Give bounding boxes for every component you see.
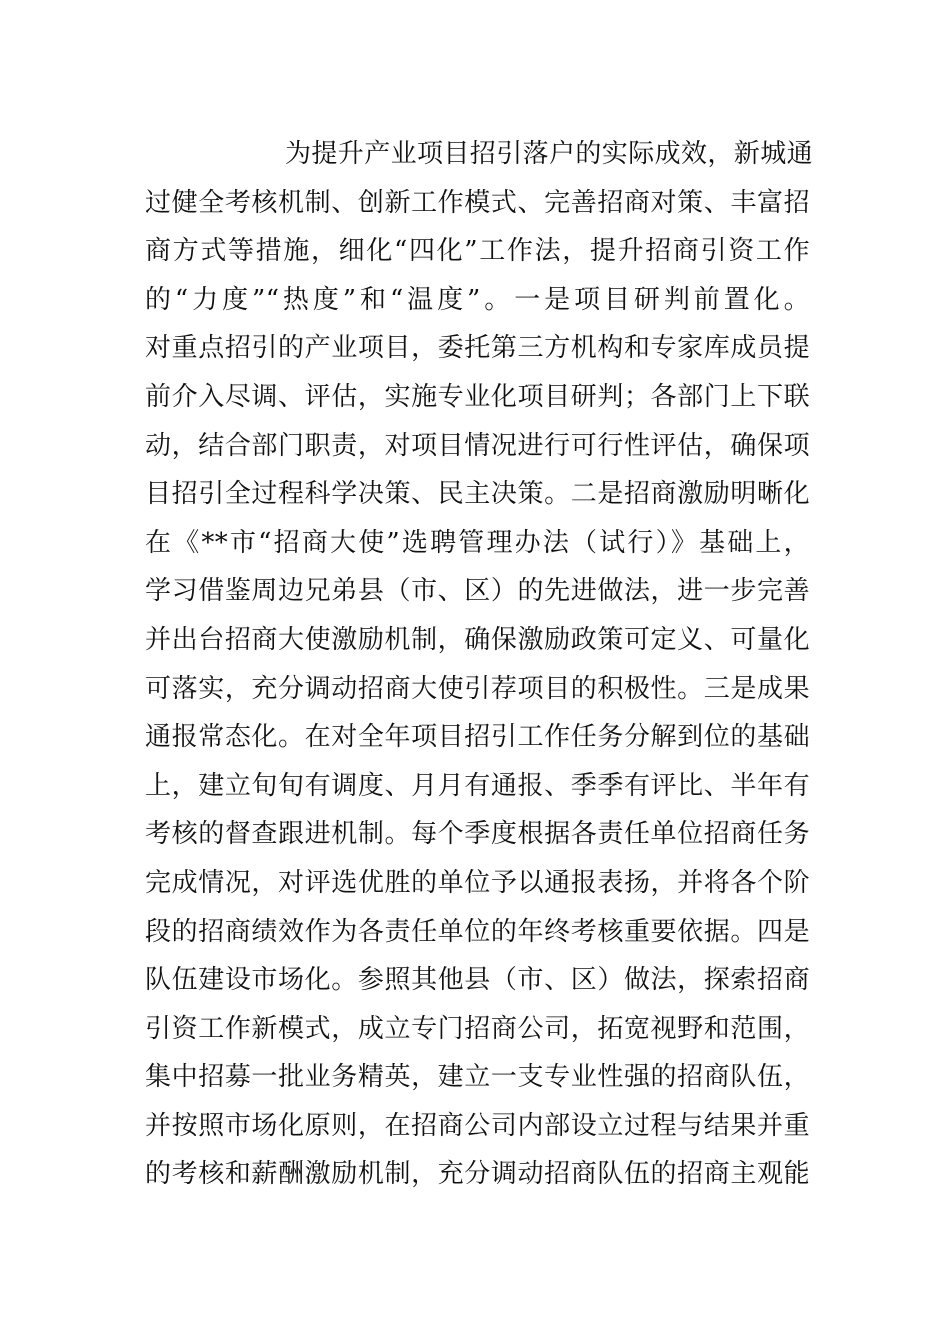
text-line: 通报常态化。在对全年项目招引工作任务分解到位的基础 <box>145 722 810 753</box>
text-line: 考核的督查跟进机制。每个季度根据各责任单位招商任务 <box>145 819 810 850</box>
text-line: 动，结合部门职责，对项目情况进行可行性评估，确保项 <box>145 430 810 461</box>
body-paragraph <box>145 130 814 1199</box>
text-line: 集中招募一批业务精英，建立一支专业性强的招商队伍， <box>145 1062 810 1093</box>
text-line: 完成情况，对评选优胜的单位予以通报表扬，并将各个阶 <box>145 867 810 898</box>
text-line: 的“力度”“热度”和“温度”。一是项目研判前置化。 <box>145 284 810 315</box>
text-line: 过健全考核机制、创新工作模式、完善招商对策、丰富招 <box>145 187 810 218</box>
text-line: 目招引全过程科学决策、民主决策。二是招商激励明晰化 <box>145 479 810 510</box>
text-line: 并按照市场化原则，在招商公司内部设立过程与结果并重 <box>145 1110 810 1141</box>
text-line: 的考核和薪酬激励机制，充分调动招商队伍的招商主观能 <box>145 1159 810 1190</box>
text-line: 商方式等措施，细化“四化”工作法，提升招商引资工作 <box>145 236 810 267</box>
text-line: 为提升产业项目招引落户的实际成效，新城通 <box>285 139 814 169</box>
text-line: 并出台招商大使激励机制，确保激励政策可定义、可量化 <box>145 624 810 655</box>
text-line: 在《**市“招商大使”选聘管理办法（试行）》基础上， <box>145 527 810 558</box>
text-line: 前介入尽调、评估，实施专业化项目研判；各部门上下联 <box>145 381 810 412</box>
text-line: 可落实，充分调动招商大使引荐项目的积极性。三是成果 <box>145 673 810 704</box>
text-line: 对重点招引的产业项目，委托第三方机构和专家库成员提 <box>145 333 810 364</box>
text-line: 队伍建设市场化。参照其他县（市、区）做法，探索招商 <box>145 965 810 996</box>
text-line: 引资工作新模式，成立专门招商公司，拓宽视野和范围， <box>145 1013 810 1044</box>
text-line: 学习借鉴周边兄弟县（市、区）的先进做法，进一步完善 <box>145 576 810 607</box>
text-line: 上，建立旬旬有调度、月月有通报、季季有评比、半年有 <box>145 770 810 801</box>
text-line: 段的招商绩效作为各责任单位的年终考核重要依据。四是 <box>145 916 810 947</box>
